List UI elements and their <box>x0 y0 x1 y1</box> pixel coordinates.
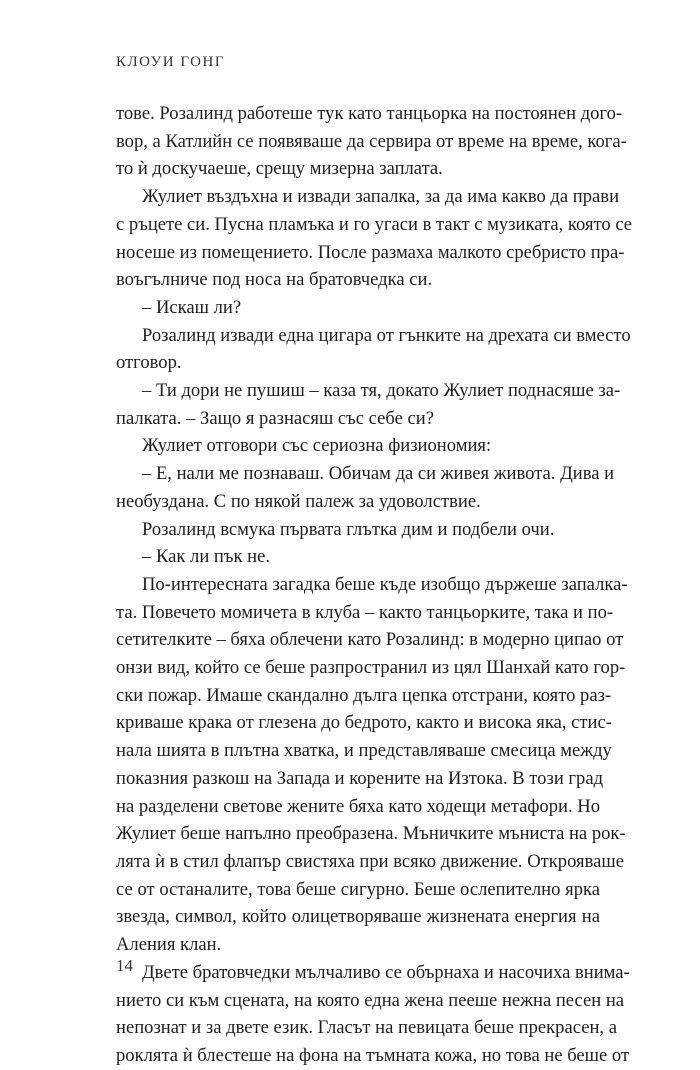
text-line: тове. Розалинд работеше тук като танцьорка на постоянен дого- <box>116 103 623 124</box>
text-line: – Искаш ли? <box>142 296 242 318</box>
text-line: палката. – Защо я разнасяш със себе си? <box>116 407 434 429</box>
text-line: лята ѝ в стил флапър свистяха при всяко движение. Открояваше <box>116 850 624 872</box>
text-line: По-интересната загадка беше къде изобщо държеше запалка- <box>142 573 628 595</box>
text-line: Розалинд всмука първата глътка дим и подбели очи. <box>142 518 555 540</box>
text-line: необуздана. С по някой палеж за удоволствие. <box>116 490 481 512</box>
text-line: носеше из помещението. После размаха малкото сребристо пра- <box>116 241 625 263</box>
text-line: Двете братовчедки мълчаливо се обърнаха и насочиха внима- <box>142 961 630 983</box>
text-line: то ѝ доскучаеше, срещу мизерна заплата. <box>116 158 443 180</box>
text-line: непознат и за двете език. Гласът на певицата беше прекрасен, а <box>116 1017 617 1039</box>
text-line: та. Повечето момичета в клуба – както танцьорките, така и по- <box>116 601 614 623</box>
text-line: – Ти дори не пушиш – каза тя, докато Жулиет поднасяше за- <box>142 380 621 402</box>
text-line: с ръцете си. Пусна пламъка и го угаси в такт с музиката, която се <box>116 213 633 235</box>
text-line: ски пожар. Имаше скандално дълга цепка отстрани, която раз- <box>116 684 612 706</box>
text-line: се от останалите, това беше сигурно. Беше ослепително ярка <box>116 878 600 900</box>
body-text <box>116 100 633 1070</box>
text-line: – Е, нали ме познаваш. Обичам да си живея живота. Дива и <box>142 463 615 485</box>
text-line: Аления клан. <box>116 934 222 956</box>
text-line: показния разкош на Запада и корените на Изтока. В този град <box>116 767 604 789</box>
text-line: нала шията в плътна хватка, и представляваше смесица между <box>116 740 612 762</box>
text-line: сетителките – бяха облечени като Розалинд: в модерно ципао от <box>116 629 624 651</box>
text-line: воъгълниче под носа на братовчедка си. <box>116 269 433 291</box>
text-line: вор, а Катлийн се появяваше да сервира от време на време, кога- <box>116 130 627 152</box>
text-line: отговор. <box>116 352 182 374</box>
page-number: 14 <box>116 956 133 975</box>
text-line: – Как ли пък не. <box>142 546 271 568</box>
text-line: Жулиет отговори със сериозна физиономия: <box>142 435 492 457</box>
text-line: Жулиет беше напълно преобразена. Мъничките мъниста на рок- <box>116 823 626 845</box>
text-line: на разделени светове жените бяха като ходещи метафори. Но <box>116 795 600 817</box>
text-line: Розалинд извади една цигара от гънките на дрехата си вместо <box>142 324 631 346</box>
page-header: КЛОУИ ГОНГ <box>116 54 226 70</box>
text-line: звезда, символ, който олицетворяваше жизнената енергия на <box>116 906 600 928</box>
text-line: Жулиет въздъхна и извади запалка, за да има какво да прави <box>142 186 620 208</box>
text-line: онзи вид, който се беше разпространил из цял Шанхай като гор- <box>116 657 626 679</box>
text-line: нието си към сцената, на която една жена пееше нежна песен на <box>116 989 625 1011</box>
text-line: роклята ѝ блестеше на фона на тъмната кожа, но това не беше от <box>116 1044 630 1066</box>
text-line: криваше крака от глезена до бедрото, както и висока яка, стис- <box>116 712 612 734</box>
